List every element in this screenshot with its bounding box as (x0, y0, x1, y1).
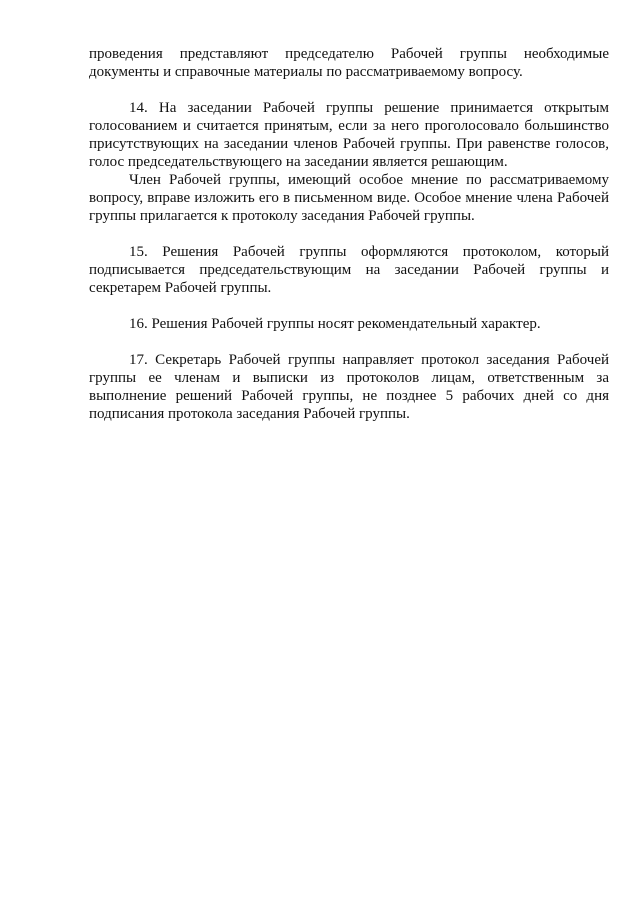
document-page (89, 45, 609, 423)
paragraph-16: 16. Решения Рабочей группы носят рекомендательный характер. (129, 316, 541, 332)
paragraph-continuation: проведения представляют председателю Рабочей группы необходимые документы и справочные материалы по рассматриваемому вопросу. (89, 46, 609, 80)
paragraph-17: 17. Секретарь Рабочей группы направляет протокол заседания Рабочей группы ее членам и выписки из протоколов лицам, ответственным за выполнение решений Рабочей группы, не позднее 5 рабочих дней со дня подписания протокола заседания Рабочей группы. (89, 352, 609, 422)
paragraph-14: 14. На заседании Рабочей группы решение принимается открытым голосованием и считается принятым, если за него проголосовало большинство присутствующих на заседании членов Рабочей группы. При равенстве голосов, голос председательствующего на заседании является решающим. (89, 100, 609, 170)
paragraph-15: 15. Решения Рабочей группы оформляются протоколом, который подписывается председательствующим на заседании Рабочей группы и секретарем Рабочей группы. (89, 244, 609, 296)
paragraph-dissenting-opinion: Член Рабочей группы, имеющий особое мнение по рассматриваемому вопросу, вправе изложить его в письменном виде. Особое мнение члена Рабочей группы прилагается к протоколу заседания Рабочей группы. (89, 172, 609, 224)
